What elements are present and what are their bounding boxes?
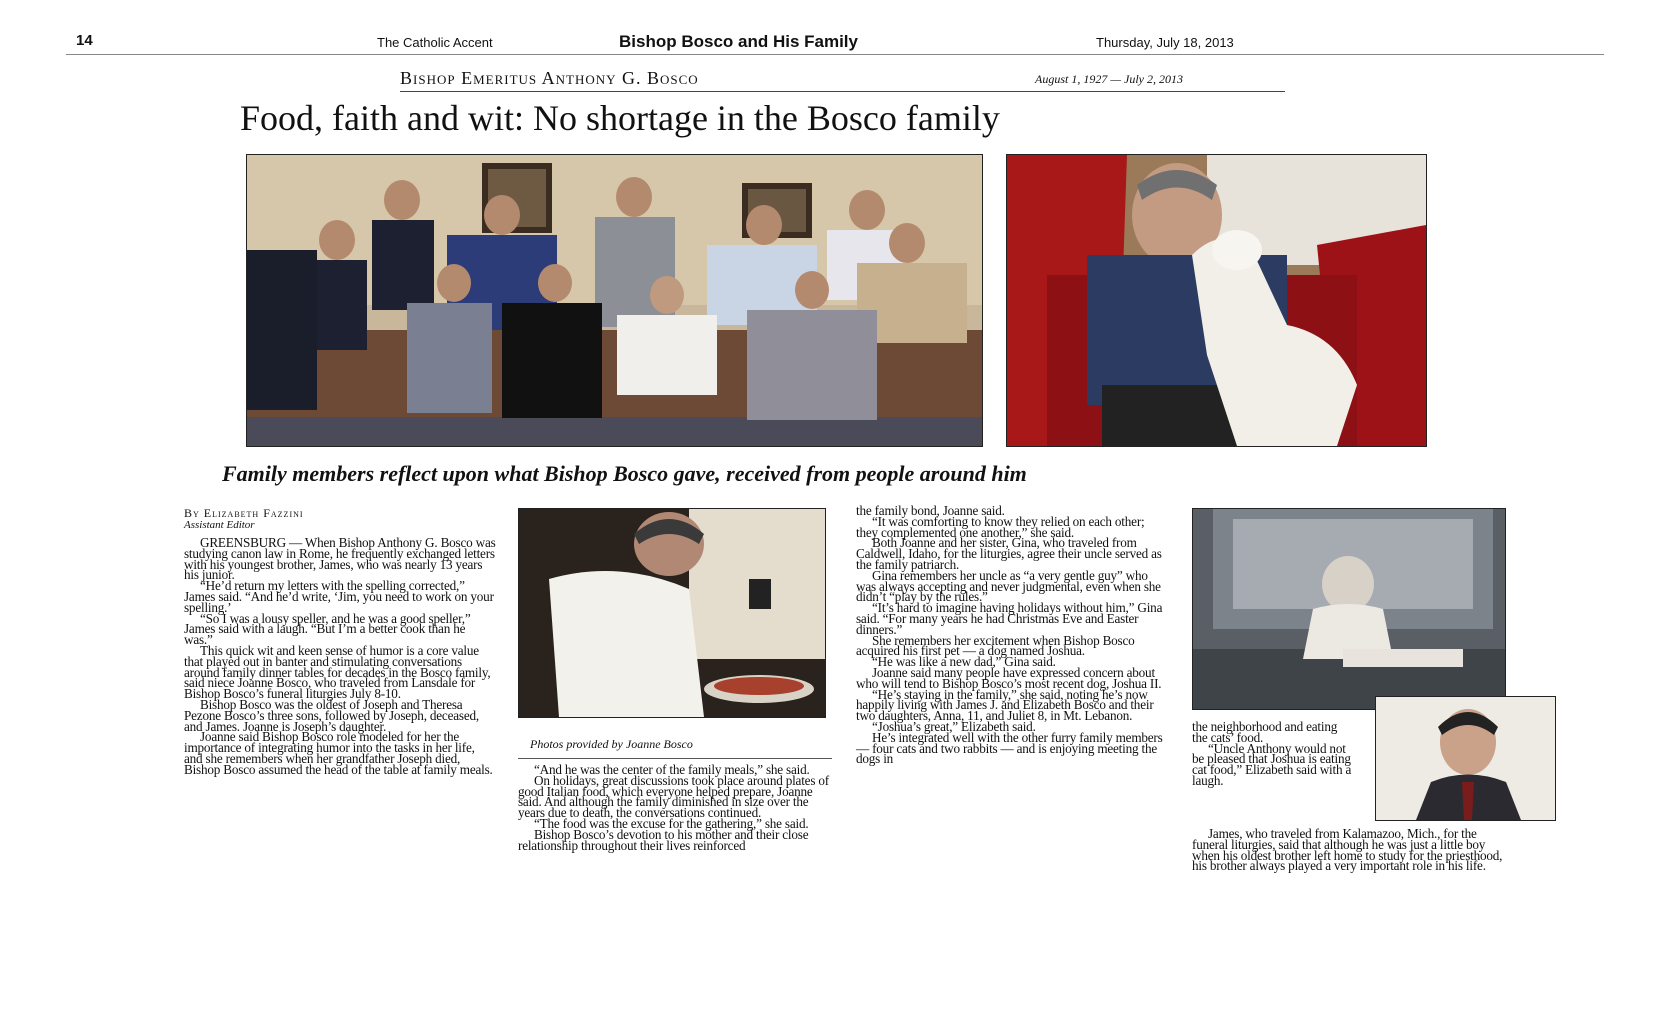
paragraph: He’s integrated well with the other furry family members — four cats and two rabbits — and is enjoying meeting the dogs in — [856, 729, 1163, 767]
byline-author: By Elizabeth Fazzini — [184, 506, 304, 520]
paragraph: “It was comforting to know they relied on each other; they complemented one another,” she said. — [856, 513, 1145, 540]
paragraph: “It’s hard to imagine having holidays without him,” Gina said. “For many years he had Christmas Eve and Easter dinners.” — [856, 600, 1163, 637]
bishop-cooking-photo-art — [519, 509, 825, 717]
bishop-cooking-photo — [518, 508, 826, 718]
headline: Food, faith and wit: No shortage in the Bosco family — [240, 98, 1000, 138]
paragraph: “Joshua’s great,” Elizabeth said. — [872, 718, 1036, 734]
family-group-photo-art — [247, 155, 982, 446]
subheadline: Family members reflect upon what Bishop Bosco gave, received from people around him — [222, 461, 1027, 486]
paragraph: This quick wit and keen sense of humor is a core value that played out in banter and stimulating conversations around family dinner tables for decades in the Bosco family, said niece Joanne Bosco, who traveled from Lansdale for Bishop Bosco’s funeral liturgies July 8-10. — [184, 642, 491, 702]
article-column-4-narrow — [1192, 719, 1352, 788]
paragraph: Bishop Bosco’s devotion to his mother and their close relationship throughout their lives reinforced — [518, 826, 809, 853]
kicker-rule — [400, 91, 1285, 92]
bishop-with-dog-photo — [1006, 154, 1427, 447]
young-man-portrait-photo-art — [1376, 697, 1555, 820]
page-number: 14 — [76, 32, 93, 49]
article-column-4 — [1192, 826, 1504, 874]
baby-portrait-photo — [1192, 508, 1506, 710]
article-column-1 — [184, 535, 496, 777]
bishop-with-dog-photo-art — [1007, 155, 1426, 446]
paragraph: “So I was a lousy speller, and he was a good speller,” James said with a laugh. “But I’m a better cook than he was.” — [184, 610, 471, 648]
baby-portrait-photo-art — [1193, 509, 1505, 709]
paragraph: “He’d return my letters with the spelling corrected,” James said. “And he’d write, ‘Jim, you need to work on your spelling.’ — [184, 578, 494, 615]
paragraph: “He’s staying in the family,” she said, noting he’s now happily living with James J. and Elizabeth Bosco and their two daughters, Anna, 11, and Juliet 8, in Mt. Lebanon. — [856, 686, 1154, 724]
paragraph: Joanne said Bishop Bosco role modeled for her the importance of integrating humor into the tasks in her life, and she remembers when her grandfather Joseph died, Bishop Bosco assumed the head of the table at family meals. — [184, 729, 493, 777]
paragraph: She remembers her excitement when Bishop Bosco acquired his first pet — a dog named Joshua. — [856, 632, 1135, 659]
paragraph: Gina remembers her uncle as “a very gentle guy” who was always accepting and never judgmental, even when she didn’t “play by the rules.” — [856, 567, 1161, 605]
paragraph: Both Joanne and her sister, Gina, who traveled from Caldwell, Idaho, for the liturgies, agree their uncle served as the family patriarch. — [856, 535, 1162, 572]
paragraph: “And he was the center of the family meals,” she said. — [534, 762, 810, 777]
paragraph: On holidays, great discussions took place around plates of good Italian food, which everyone helped prepare, Joanne said. And although the family diminished in size over the years due to death, the conversations continued. — [518, 772, 829, 821]
family-group-photo — [246, 154, 983, 447]
life-dates: August 1, 1927 — July 2, 2013 — [1035, 72, 1183, 86]
issue-date: Thursday, July 18, 2013 — [1096, 35, 1234, 50]
byline-title: Assistant Editor — [184, 519, 255, 531]
paragraph: James, who traveled from Kalamazoo, Mich., for the funeral liturgies, said that although he was just a little boy when his oldest brother left home to study for the priesthood, his brother always played a very important role in his life. — [1192, 826, 1503, 874]
article-column-3 — [856, 503, 1168, 767]
photo-credit: Photos provided by Joanne Bosco — [530, 737, 693, 751]
paragraph: the neighborhood and eating the cats’ food. — [1192, 719, 1338, 745]
paragraph: GREENSBURG — When Bishop Anthony G. Bosco was studying canon law in Rome, he frequently exchanged letters with his youngest brother, James, who was nearly 13 years his junior. — [184, 535, 496, 583]
young-man-portrait-photo — [1375, 696, 1556, 821]
paragraph: “Uncle Anthony would not be pleased that Joshua is eating cat food,” Elizabeth said with a laugh. — [1192, 740, 1352, 788]
paragraph: Joanne said many people have expressed concern about who will tend to Bishop Bosco’s most recent dog, Joshua II. — [856, 664, 1162, 691]
paragraph: the family bond, Joanne said. — [856, 503, 1005, 518]
publication-name: The Catholic Accent — [377, 35, 493, 50]
caption-rule — [518, 758, 832, 759]
section-title: Bishop Bosco and His Family — [619, 32, 858, 51]
paragraph: “He was like a new dad,” Gina said. — [872, 654, 1056, 670]
paragraph: Bishop Bosco was the oldest of Joseph and Theresa Pezone Bosco’s three sons, followed by Joseph, deceased, and James. Joanne is Joseph’s daughter. — [184, 696, 479, 734]
kicker: Bishop Emeritus Anthony G. Bosco — [400, 68, 699, 88]
paragraph: “The food was the excuse for the gathering,” she said. — [534, 815, 809, 831]
top-rule — [66, 54, 1604, 55]
article-column-2 — [518, 762, 830, 853]
